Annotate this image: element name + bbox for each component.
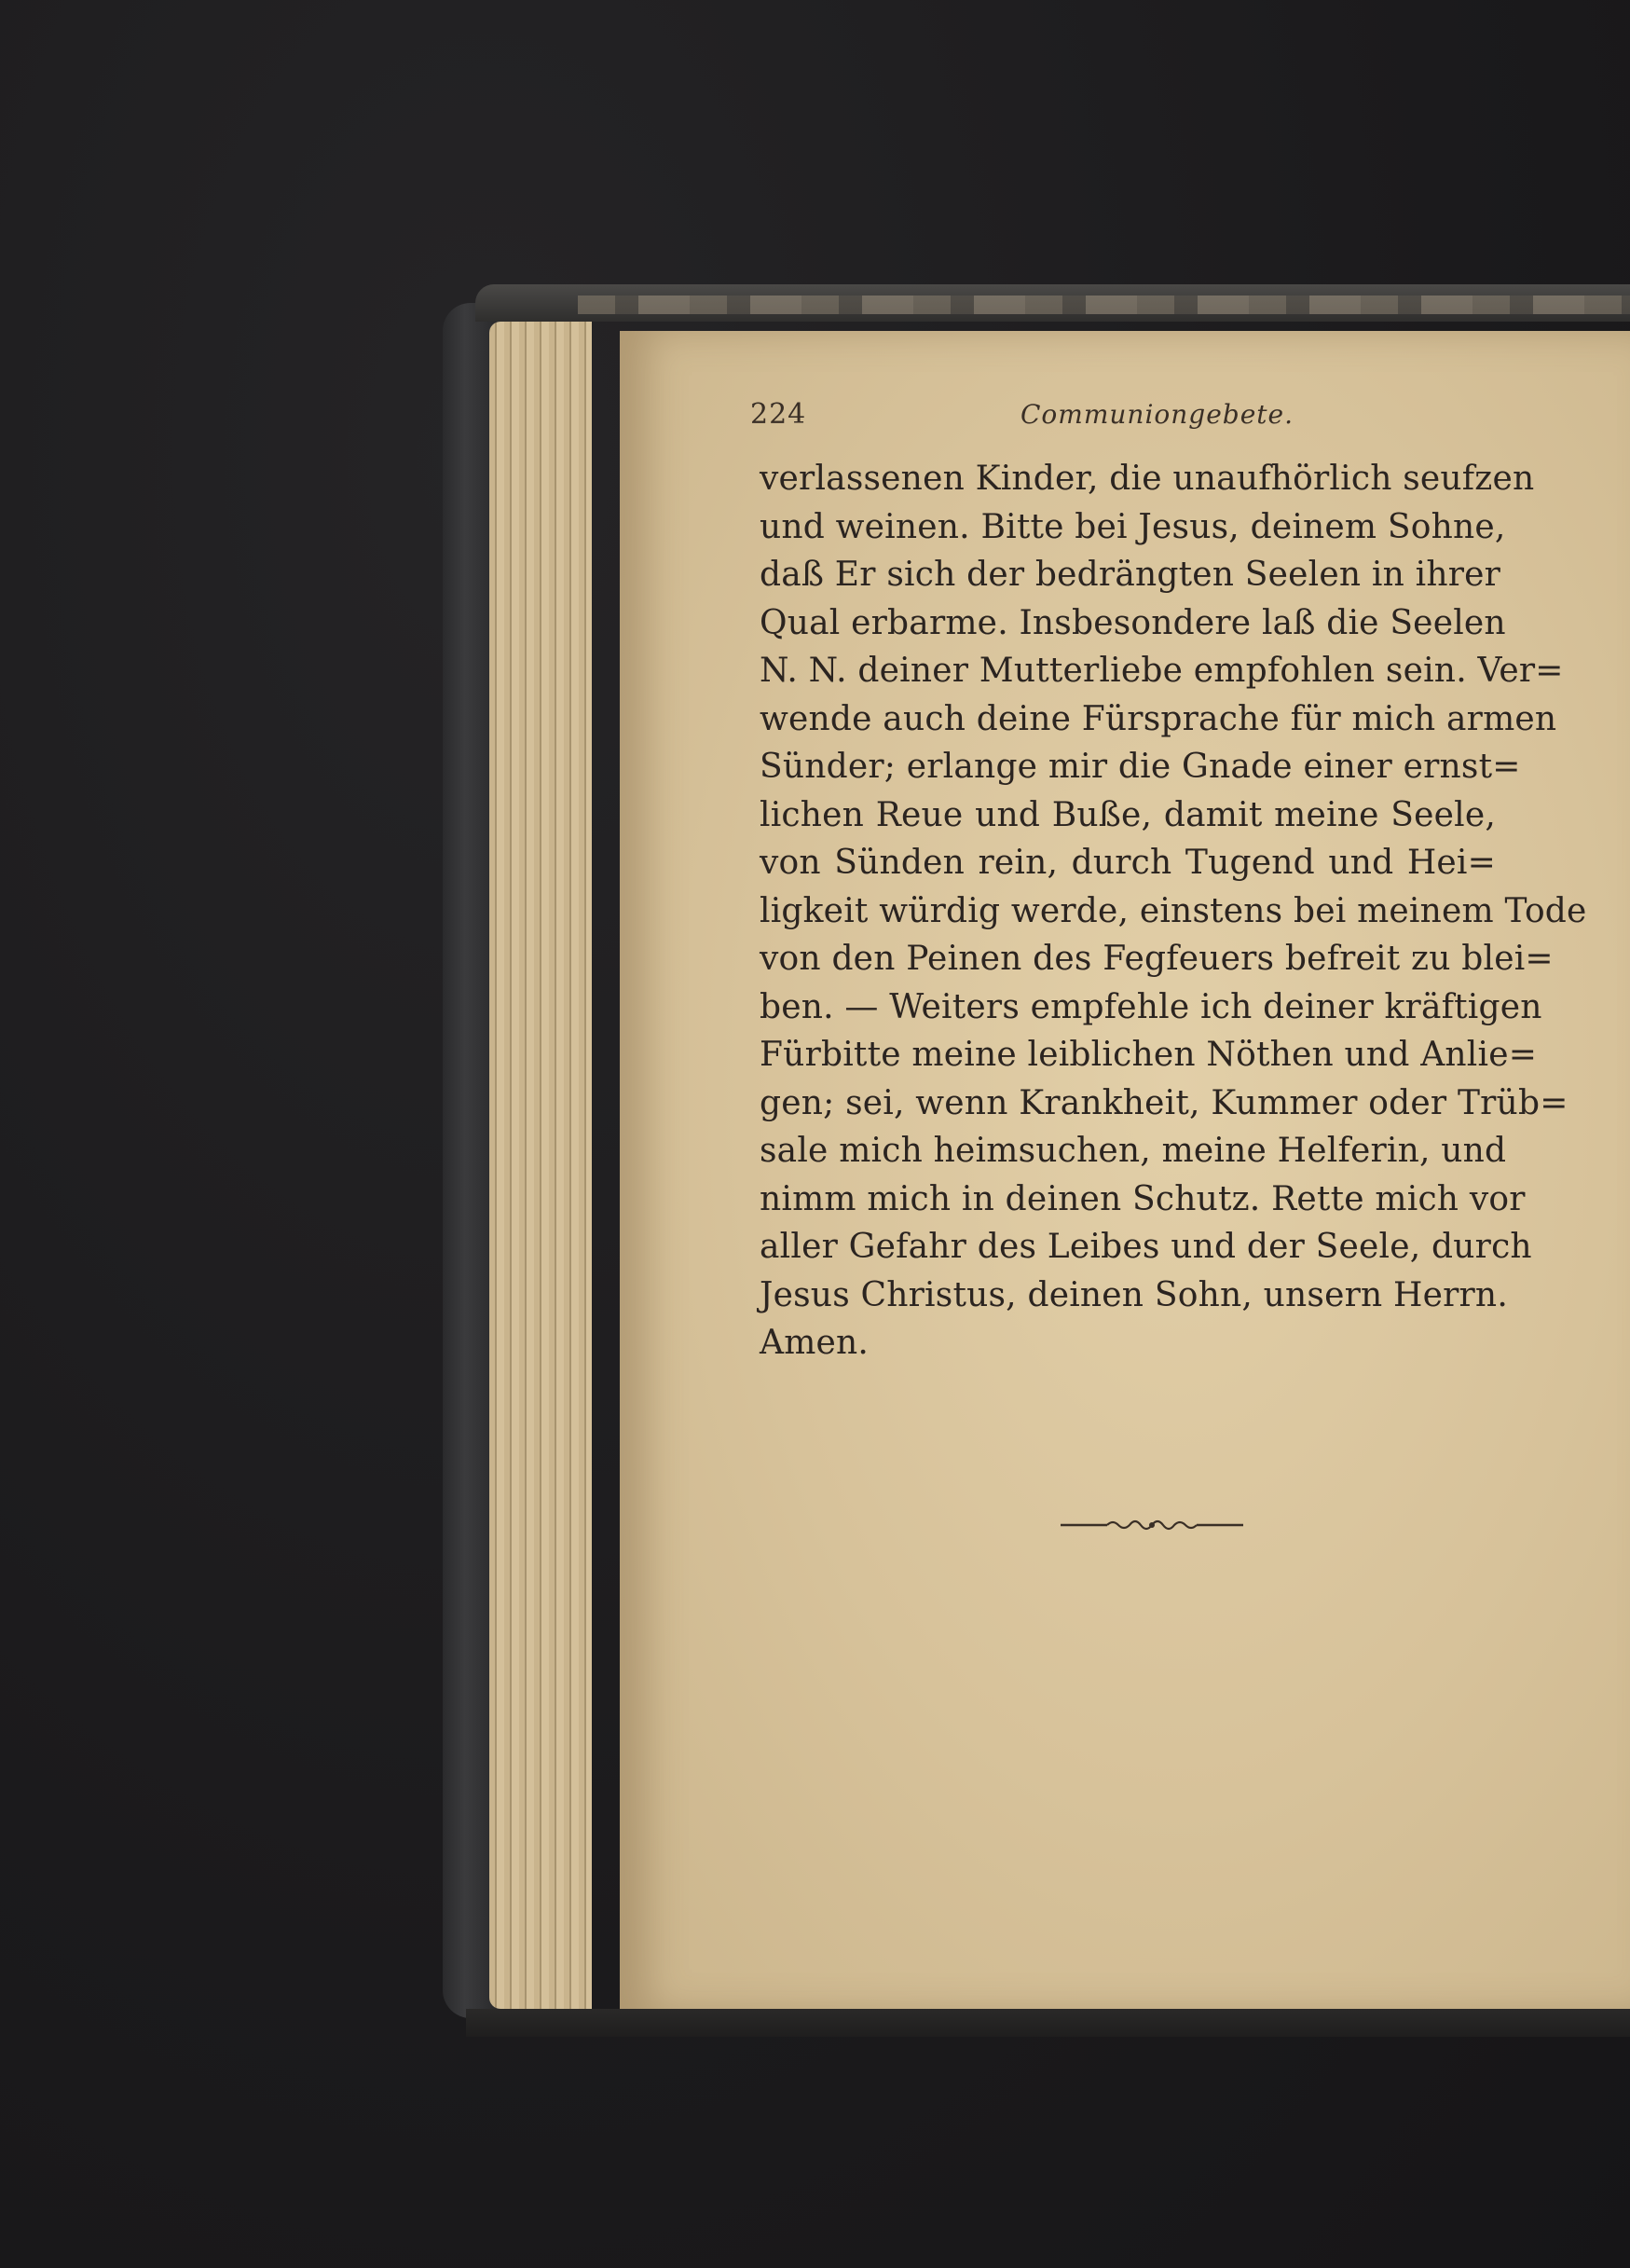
text-line: Qual erbarme. Insbesondere laß die Seelen [760,603,1506,642]
text-line: verlassenen Kinder, die unaufhörlich seufzen [760,460,1535,498]
book-cover-bottom-edge [466,2009,1630,2037]
text-line: Sünder; erlange mir die Gnade einer ernst= [760,748,1521,786]
text-line: ben. — Weiters empfehle ich deiner kräftigen [760,987,1542,1026]
page-number: 224 [750,398,807,431]
book-cover-top-edge [475,284,1630,322]
text-line: Fürbitte meine leiblichen Nöthen und Anlie= [760,1036,1538,1074]
text-line: von Sünden rein, durch Tugend und Hei= [760,844,1496,882]
text-line: lichen Reue und Buße, damit meine Seele, [760,795,1496,834]
text-line: ligkeit würdig werde, einstens bei meinem Tode [760,891,1587,930]
page-header [750,392,1294,438]
ornament-divider-icon [1061,1515,1243,1535]
text-line: daß Er sich der bedrängten Seelen in ihrer [760,556,1501,594]
text-line: Amen. [760,1324,870,1362]
text-line: gen; sei, wenn Krankheit, Kummer oder Trüb= [760,1083,1568,1122]
text-line: N. N. deiner Mutterliebe empfohlen sein. Ver= [760,652,1564,690]
page-edges [489,322,592,2009]
text-line: wende auch deine Fürsprache für mich armen [760,699,1557,738]
text-line: nimm mich in deinen Schutz. Rette mich vor [760,1179,1526,1218]
text-line: sale mich heimsuchen, meine Helferin, und [760,1132,1507,1170]
text-line: von den Peinen des Fegfeuers befreit zu blei= [760,940,1554,978]
prayer-text [760,455,1587,1368]
text-line: Jesus Christus, deinen Sohn, unsern Herrn. [760,1275,1508,1314]
text-line: und weinen. Bitte bei Jesus, deinem Sohne, [760,507,1506,546]
worn-cover-edge [578,296,1630,314]
text-line: aller Gefahr des Leibes und der Seele, durch [760,1228,1532,1266]
running-head: Communiongebete. [1020,399,1294,430]
